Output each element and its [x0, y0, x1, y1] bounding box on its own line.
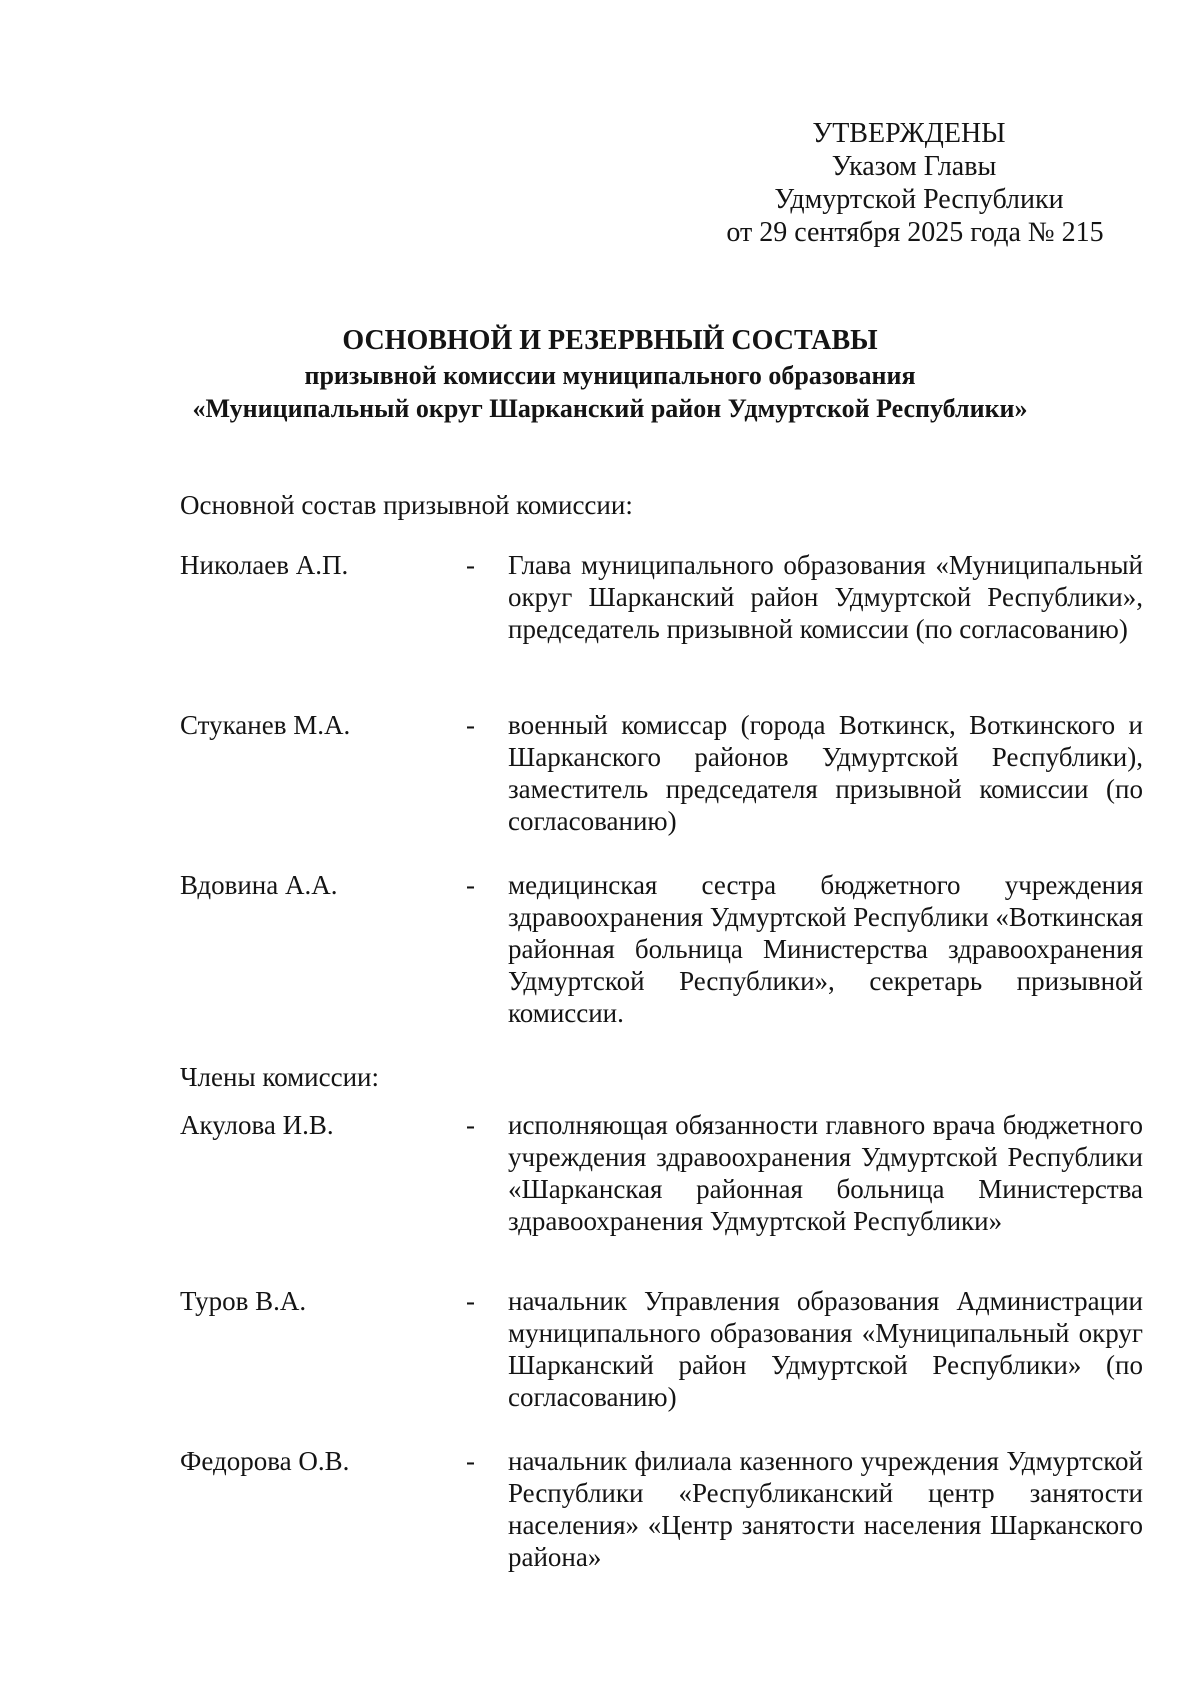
dash-separator: -	[466, 710, 475, 740]
title-subtitle-1: призывной комиссии муниципального образования	[304, 361, 916, 390]
member-name: Акулова И.В.	[180, 1110, 334, 1140]
member-name: Вдовина А.А.	[180, 870, 338, 900]
approval-date: от 29 сентября 2025 года № 215	[726, 217, 1104, 248]
title-subtitle-2: «Муниципальный округ Шарканский район Удмуртской Республики»	[192, 394, 1028, 423]
members-heading: Члены комиссии:	[180, 1062, 379, 1092]
approval-stamp	[680, 117, 1130, 249]
member-position: военный комиссар (города Воткинск, Воткинского и Шарканского районов Удмуртской Республики), заместитель председателя призывной комиссии (по согласованию)	[508, 710, 1143, 836]
member-position: Глава муниципального образования «Муниципальный округ Шарканский район Удмуртской Республики», председатель призывной комиссии (по согласованию)	[508, 550, 1143, 644]
approval-by: Указом Главы	[831, 151, 997, 182]
dash-separator: -	[466, 550, 475, 580]
dash-separator: -	[466, 870, 475, 900]
member-position: начальник филиала казенного учреждения Удмуртской Республики «Республиканский центр занятости населения» «Центр занятости населения Шарканского района»	[508, 1446, 1143, 1572]
member-position: начальник Управления образования Администрации муниципального образования «Муниципальный округ Шарканский район Удмуртской Республики» (по согласованию)	[508, 1286, 1143, 1412]
member-position: медицинская сестра бюджетного учреждения здравоохранения Удмуртской Республики «Воткинская районная больница Министерства здравоохранения Удмуртской Республики», секретарь призывной комиссии.	[508, 870, 1143, 1028]
approval-title: УТВЕРЖДЕНЫ	[812, 118, 1006, 149]
approval-authority: Удмуртской Республики	[774, 184, 1064, 215]
member-name: Туров В.А.	[180, 1286, 307, 1316]
member-name: Стуканев М.А.	[180, 710, 351, 740]
dash-separator: -	[466, 1446, 475, 1476]
dash-separator: -	[466, 1286, 475, 1316]
member-name: Федорова О.В.	[180, 1446, 350, 1476]
member-name: Николаев А.П.	[180, 550, 349, 580]
main-composition-heading: Основной состав призывной комиссии:	[180, 490, 633, 520]
dash-separator: -	[466, 1110, 475, 1140]
document-title	[150, 323, 1070, 425]
title-main: ОСНОВНОЙ И РЕЗЕРВНЫЙ СОСТАВЫ	[342, 325, 878, 356]
member-position: исполняющая обязанности главного врача бюджетного учреждения здравоохранения Удмуртской Республики «Шарканская районная больница Министерства здравоохранения Удмуртской Республики»	[508, 1110, 1143, 1236]
